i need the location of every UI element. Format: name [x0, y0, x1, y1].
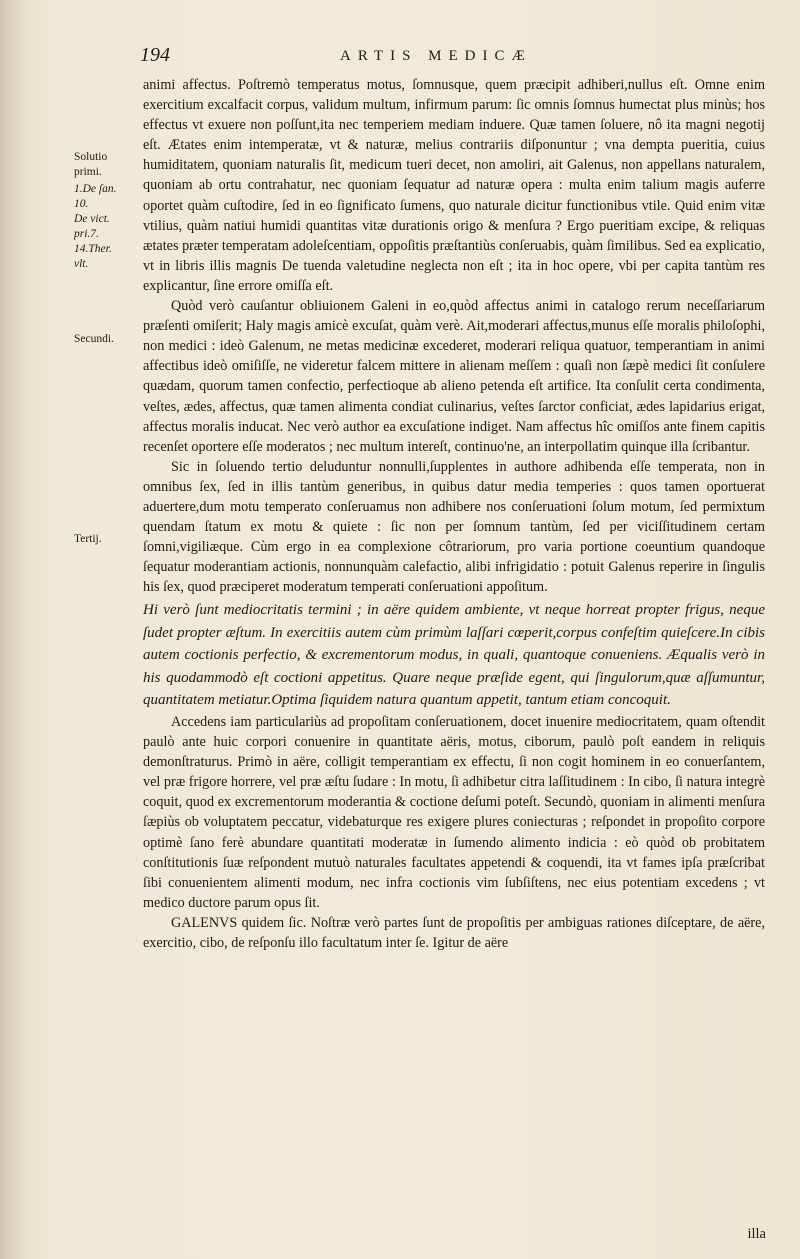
margin-note-solutio: Solutio primi.	[74, 151, 108, 178]
body-text	[143, 75, 765, 953]
paragraph-1: animi affectus. Poſtremò temperatus motus, ſomnusque, quem præcipit adhiberi,nullus eſt. Omne enim exercitium excalfacit corpus, validum multum, infirmum parum: ſic omnis ſomnus humectat plus minùs; hos effectus vt exuere non poſſunt,ita nec temperiem mediam induere. Quæ tamen ſoluere, nô ita magni negotij eſt. Ætates enim intemperatæ, vt & naturæ, melius contrariis diſponuntur ; vna dempta pueritia, cuius humiditatem, quoniam naturalis ſit, medicum tueri decet, non amoliri, ait Galenus, non appellans naturalem, quoniam ab ortu contrahatur, nec quoniam ſequatur ad naturæ opera : multa enim talium magis auferre oportet quàm cuſtodire, ſed in eo ſignificato ſumens, quo naturale dicitur functionibus vtile. Quid enim vitæ vtilius, quàm natiui humidi quantitas vitæ durationis origo & menſura ? Ergo pueritiam excipe, & reliquas ætates præter temperatam adoleſcentiam, oppoſitis præſtantiùs conſeruabis, quàm ſimilibus. Sed ea explicatio, vt in libris illis magnis De tuenda valetudine neglecta non eſt ; ita in hoc opere, vbi per capita tantùm res explicantur, ſine errore omiſſa eſt.	[143, 77, 765, 294]
running-title: ARTIS MEDICÆ	[340, 48, 532, 64]
page-number: 194	[140, 44, 170, 66]
paragraph-4: Accedens iam particulariùs ad propoſitam conſeruationem, docet inuenire mediocritatem, quam oſtendit paulò ante huic corpori conuenire in quantitate aëris, motus, ciborum, paulò poſt eandem in reliquis demonſtraturus. Primò in aëre, colligit temperantiam ex effectu, ſi non cogit hominem in eo conuerſantem, vel præ frigore horrere, vel præ æſtu ſudare : In motu, ſi adhibetur citra laſſitudinem : In cibo, ſi natura integrè coquit, quod ex excrementorum moderantia & coctione deſumi poteſt. Secundò, quoniam in alimenti menſura ſæpiùs ob voluptatem peccatur, videbaturque res exigere plures coniecturas ; reſpondet in propoſito corpore optimè ſano ferè abundare quantitati moderatæ in ſumendo alimento indicia : eò quòd ob probitatem conſtitutionis ſuæ reſpondent mutuò naturales facultates appetendi & coquendi, ita vt fames ipſa præſcribat ſibi conuenientem alimenti modum, nec infra coctionis vim ſubſiſtens, nec eius potentiam excedens ; vt medico ductore parum opus ſit.	[143, 713, 765, 911]
lemma-quotation: Hi verò ſunt mediocritatis termini ; in aëre quidem ambiente, vt neque horreat propter frigus, neque ſudet propter æſtum. In exercitiis autem cùm primùm laſſari cœperit,corpus confeſtim quieſcere.In cibis autem coctionis perfectio, & excrementorum modus, in quali, quantoque conueniens. Æqualis verò in his quodammodò eſt coctioni appetitus. Quare neque præſide egent, qui ſingulorum,quæ aſſumuntur, quantitatem metiatur.Optima ſiquidem natura quantum appetit, tantum etiam concoquit.	[143, 602, 765, 709]
margin-note-reference: 1.De ſan. 10. De vict. pri.7. 14.Ther. vlt.	[74, 183, 117, 270]
paragraph-2: Quòd verò cauſantur obliuionem Galeni in eo,quòd affectus animi in catalogo rerum neceſſariarum præſenti omiſerit; Haly magis amicè excuſat, quàm verè. Ait,moderari affectus,munus eſſe moralis philoſophi, non medici : ideò Galenum, ne metas medicinæ excederet, moderari reliqua quatuor, temperantiam in animi affectibus ideò omiſiſſe, ne videretur falcem mittere in alienam meſſem : quaſi non ſæpè medici ſit conſulere quædam, quorum tamen confectio, perfectioque ab alieno petenda eſt artifice. Ita conſulit certa condimenta, veſtes, ædes, affectus, quæ tamen alimenta condiat culinarius, veſtes ſarctor conficiat, ædes lapidarius erigat, affectus moralis inducat. Nec verò author ea excuſatione indiget. Nam affectus hîc omiſſos ante finem capitis recenſet oportere eſſe moderatos ; nec multum intereſt, continuo'ne, an interpollatim quinque illa ſcribantur.	[143, 298, 765, 455]
margin-note-tertij: Tertij.	[74, 533, 102, 545]
paragraph-3: Sic in ſoluendo tertio deluduntur nonnulli,ſupplentes in authore adhibenda eſſe temperata, non in omnibus ſex, ſed in illis tantùm generibus, in quibus datur media temperies : quos tamen oportuerat aduertere,dum motu temperato conſeruamus non adhibere nos conſeruationi ſolum motum, ſed permixtum quendam ſtatum ex motu & quiete : ſic non per ſomnum tantùm, ſed per viciſſitudinem certam ſomni,vigiliæque. Cùm ergo in ea complexione côtrariorum, pro varia portione coeuntium quandoque ſequatur moderantiam actionis, nonnunquàm calefactio, alibi infrigidatio : potuit Galenus reperire in ſingulis his ſex, quod præciperet moderatum temperati conſeruationi appoſitum.	[143, 458, 765, 596]
gutter-shadow	[0, 0, 28, 1259]
paragraph-5: GALENVS quidem ſic. Noſtræ verò partes ſunt de propoſitis per ambiguas rationes diſceptare, de aëre, exercitio, cibo, de reſponſu illo facultatum inter ſe. Igitur de aëre	[143, 914, 765, 951]
margin-note-secundi: Secundi.	[74, 333, 114, 345]
catchword: illa	[747, 1226, 766, 1242]
page-header	[140, 44, 780, 74]
